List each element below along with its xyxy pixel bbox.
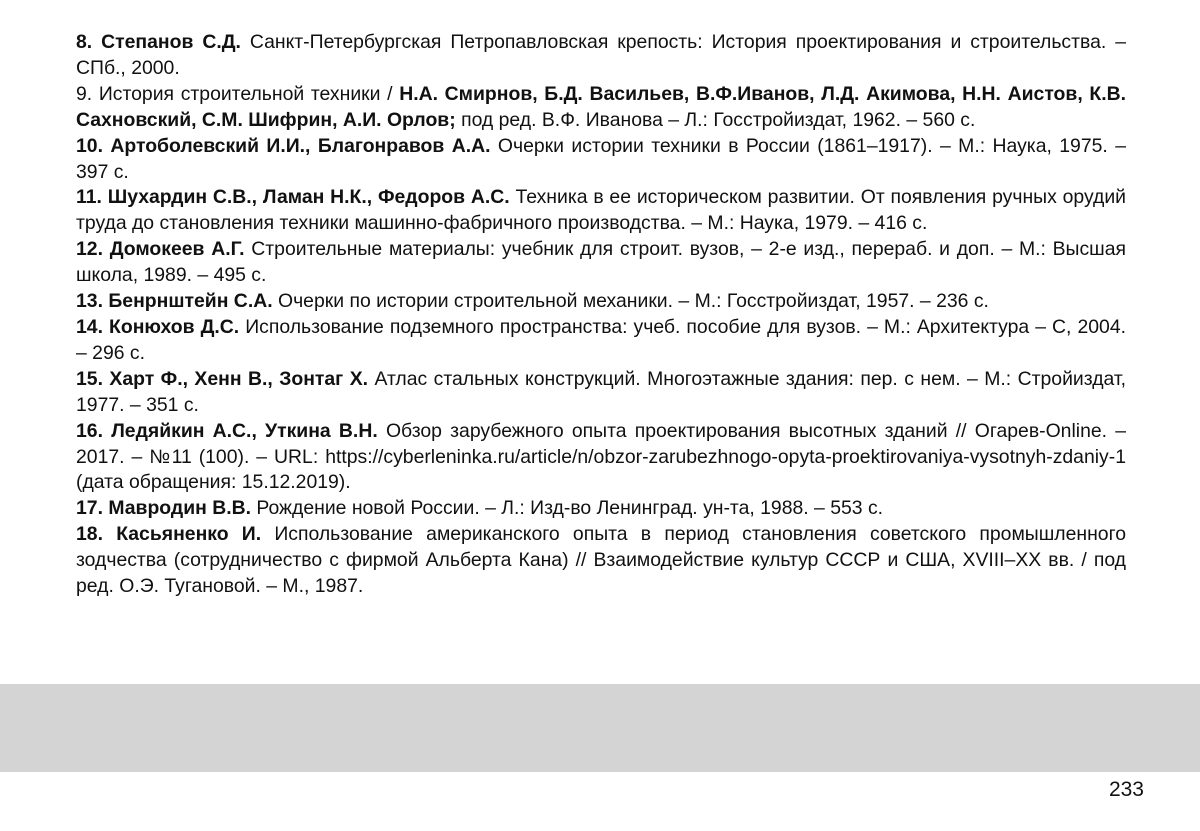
reference-text: История строительной техники / bbox=[98, 82, 393, 105]
page-number: 233 bbox=[1108, 778, 1144, 801]
reference-item-13 bbox=[76, 289, 1126, 315]
reference-number: 13. bbox=[76, 290, 103, 313]
reference-text: Атлас стальных конструкций. Многоэтажные здания: пер. с нем. – М.: Стройиздат, 1977. – 351 с. bbox=[76, 367, 1126, 416]
references-section bbox=[76, 30, 1126, 600]
reference-authors: Харт Ф., Хенн В., Зонтаг Х. bbox=[109, 367, 369, 390]
reference-text: Строительные материалы: учебник для строит. вузов, – 2-е изд., перераб. и доп. – М.: Высшая школа, 1989. – 495 с. bbox=[76, 238, 1127, 287]
reference-authors: Шухардин С.В., Ламан Н.К., Федоров А.С. bbox=[107, 186, 510, 209]
reference-text: Очерки истории техники в России (1861–1917). – М.: Наука, 1975. – 397 с. bbox=[76, 134, 1126, 183]
reference-number: 15. bbox=[76, 367, 103, 390]
reference-number: 10. bbox=[76, 134, 103, 157]
reference-text: Использование подземного пространства: учеб. пособие для вузов. – М.: Архитектура – С, 2004. – 296 с. bbox=[76, 315, 1127, 364]
reference-authors: Конюхов Д.С. bbox=[109, 315, 240, 338]
reference-authors: Бенрнштейн С.А. bbox=[108, 290, 273, 313]
reference-item-14 bbox=[76, 315, 1126, 367]
reference-authors: Домокеев А.Г. bbox=[109, 238, 245, 261]
reference-number: 11. bbox=[76, 186, 102, 209]
reference-text: Использование американского опыта в период становления советского промышленного зодчества (сотрудничество с фирмой Альберта Кана) // Взаимодействие культур СССР и США, XVIII–XX вв. / под ред. О.Э. Тугановой. – М., 1987. bbox=[76, 523, 1127, 598]
reference-item-17 bbox=[76, 496, 1126, 522]
footer-gray-band bbox=[0, 684, 1200, 772]
reference-number: 9. bbox=[76, 82, 93, 105]
reference-number: 17. bbox=[76, 497, 103, 520]
reference-text: Санкт-Петербургская Петропавловская крепость: История проектирования и строительства. – СПб., 2000. bbox=[76, 31, 1126, 79]
reference-number: 18. bbox=[76, 523, 103, 546]
reference-item-12 bbox=[76, 237, 1126, 289]
reference-text: Очерки по истории строительной механики. – М.: Госстройиздат, 1957. – 236 с. bbox=[277, 290, 989, 313]
reference-authors: Касьяненко И. bbox=[116, 523, 262, 546]
reference-item-8 bbox=[76, 30, 1126, 82]
reference-number: 8. bbox=[76, 31, 93, 53]
reference-number: 12. bbox=[76, 238, 103, 261]
reference-authors: Ледяйкин А.С., Уткина В.Н. bbox=[111, 419, 378, 442]
reference-authors: Степанов С.Д. bbox=[101, 31, 241, 53]
reference-number: 16. bbox=[76, 419, 103, 442]
reference-item-15 bbox=[76, 367, 1126, 419]
reference-text: Рождение новой России. – Л.: Изд-во Ленинград. ун-та, 1988. – 553 с. bbox=[256, 497, 884, 520]
reference-authors: Артоболевский И.И., Благонравов А.А. bbox=[110, 134, 491, 157]
reference-item-10 bbox=[76, 134, 1126, 186]
reference-item-9 bbox=[76, 82, 1126, 134]
reference-number: 14. bbox=[76, 315, 103, 338]
reference-item-11 bbox=[76, 185, 1126, 237]
reference-item-18 bbox=[76, 522, 1126, 600]
reference-text: Техника в ее историческом развитии. От появления ручных орудий труда до становления техники машинно-фабричного производства. – М.: Наука, 1979. – 416 с. bbox=[76, 186, 1126, 235]
reference-list bbox=[76, 30, 1126, 600]
reference-authors: Н.А. Смирнов, Б.Д. Васильев, В.Ф.Иванов, Л.Д. Акимова, Н.Н. Аистов, К.В. Сахновский, С.М. Шифрин, А.И. Орлов; bbox=[76, 82, 1126, 131]
reference-publication: под ред. В.Ф. Иванова – Л.: Госстройиздат, 1962. – 560 с. bbox=[461, 108, 976, 131]
reference-authors: Мавродин В.В. bbox=[108, 497, 251, 520]
reference-text: Обзор зарубежного опыта проектирования высотных зданий // Огарев-Online. – 2017. – №11 (100). – URL: https://cyberleninka.ru/article/n/obzor-zarubezhnogo-opyta-proektirovaniya-vysotnyh-zdaniy-1 (дата обращения: 15.12.2019). bbox=[76, 419, 1127, 494]
reference-item-16 bbox=[76, 419, 1126, 497]
